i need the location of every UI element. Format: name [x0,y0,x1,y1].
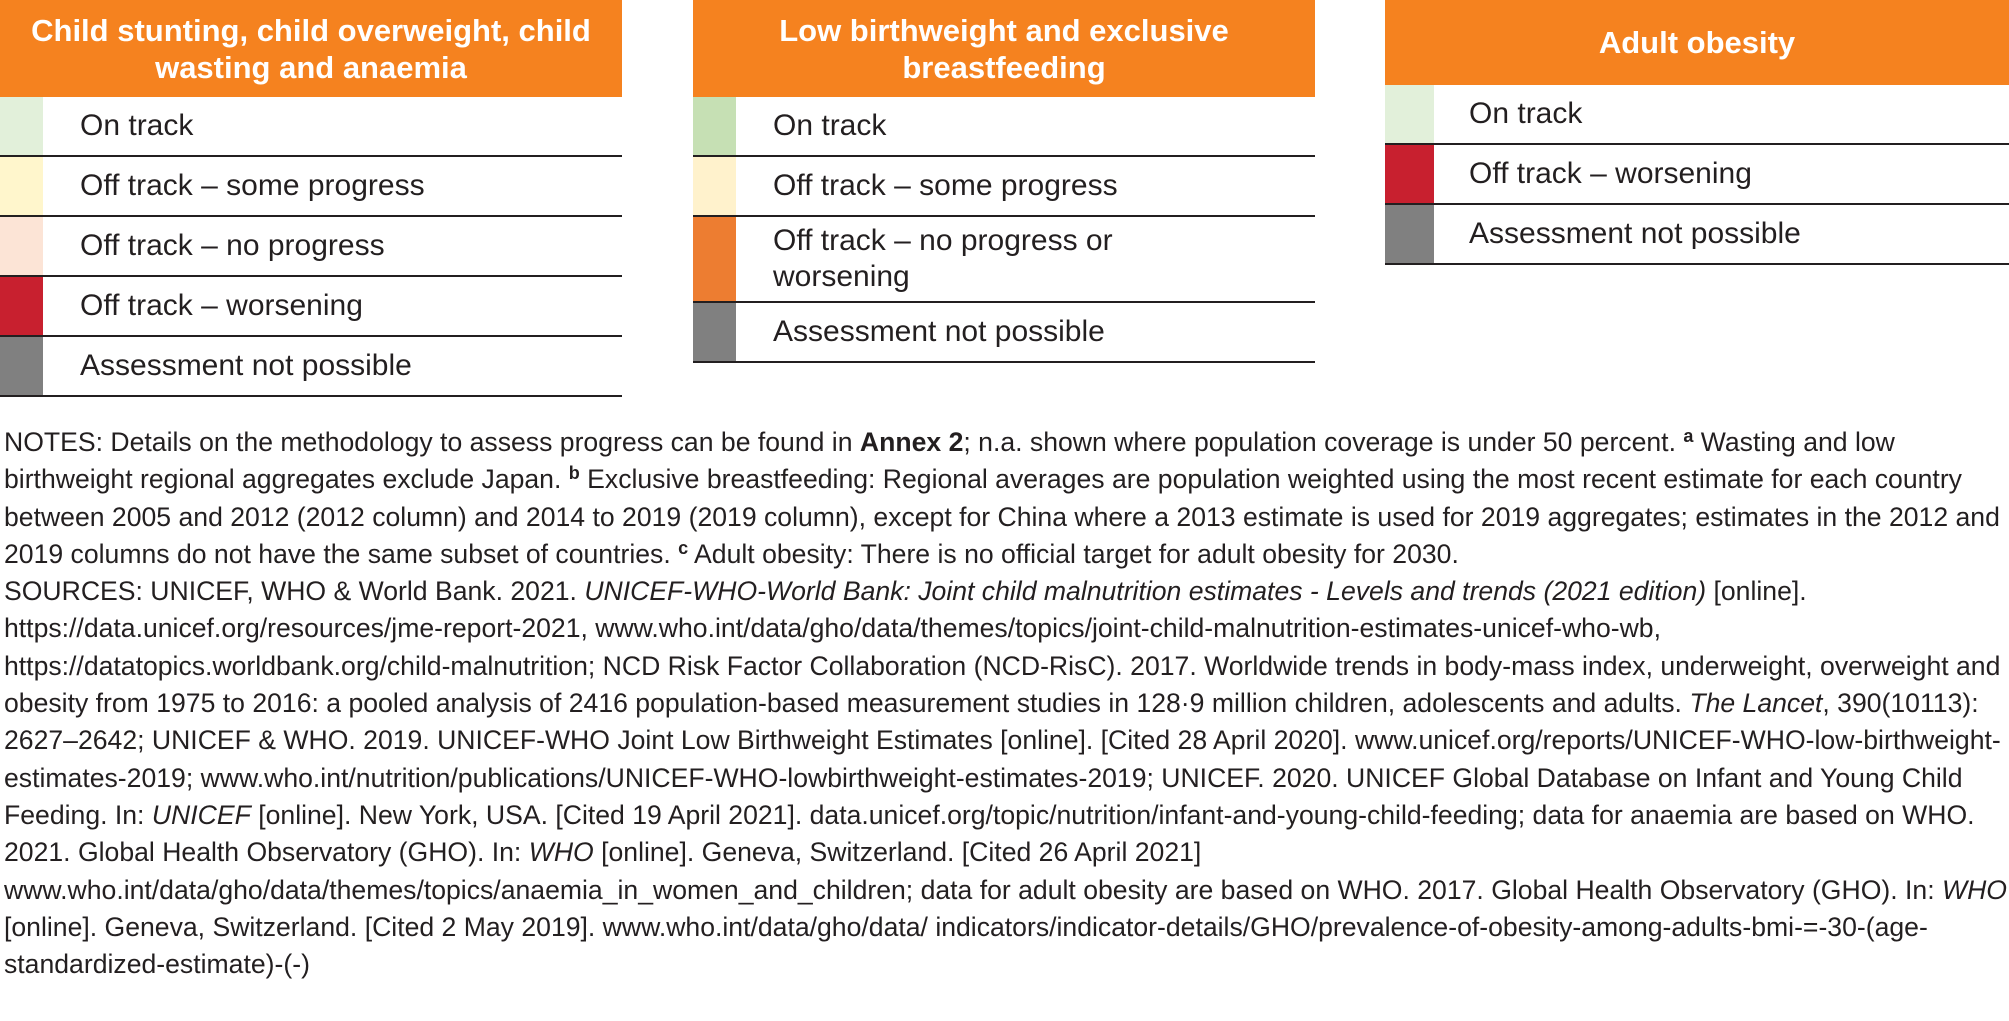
legend-swatch [0,337,43,395]
sources-text: [online]. Geneva, Switzerland. [Cited 26 April 2021] www.who.int/data/gho/data/themes/topics/anaemia_in_women_and_children; data for adult obesity are based on WHO. 2017. Global Health Observatory (GHO). In: [4,837,1942,905]
legend-item [693,217,1315,303]
notes-text: Adult obesity: There is no official target for adult obesity for 2030. [688,538,1459,569]
footnote-marker: b [568,463,580,484]
legend-label: Off track – worsening [1469,157,1752,190]
legend-label: Off track – some progress [80,169,425,202]
sources-title: WHO [1941,874,2007,905]
notes-text: Wasting and low birthweight regional aggregates exclude Japan. [4,427,1895,495]
legend-swatch [693,157,736,215]
sources-label: SOURCES: [4,576,143,607]
legend-title: Low birthweight and exclusive breastfeeding [693,0,1315,97]
legend-child-stunting [0,0,622,397]
legend-title: Adult obesity [1385,0,2009,85]
legend-item [1385,205,2009,265]
legend-item [1385,85,2009,145]
legend-swatch [693,217,736,301]
legend-label: On track [773,109,887,142]
annex-reference: Annex 2 [859,427,964,457]
footnote-marker: c [678,537,689,558]
legend-label: Assessment not possible [1469,217,1801,250]
sources-text: [online]. New York, USA. [Cited 19 April 2021]. data.unicef.org/topic/nutrition/infant-and-young-child-feeding; data for anaemia are based on WHO. 2021. Global Health Observatory (GHO). In: [4,799,1975,868]
notes-text: Details on the methodology to assess progress can be found in [103,427,860,457]
legend-item [693,97,1315,157]
legend-swatch [0,277,43,335]
legend-swatch [1385,205,1434,263]
notes-text: Exclusive breastfeeding: Regional averages are population weighted using the most recent estimate for each country between 2005 and 2012 (2012 column) and 2014 to 2019 (2019 column), except for China where a 2013 estimate is used for 2019 aggregates; estimates in the 2012 and 2019 columns do not have the same subset of countries. [4,464,2000,569]
legend-item [693,303,1315,363]
notes-text: ; n.a. shown where population coverage is under 50 percent. [963,427,1684,457]
legend-item [0,157,622,217]
sources-title: UNICEF-WHO-World Bank: Joint child malnutrition estimates - Levels and trends (2021 edition) [584,576,1707,607]
legend-item [693,157,1315,217]
legend-swatch [1385,145,1434,203]
legend-swatch [693,303,736,361]
sources-title: The Lancet [1689,688,1823,719]
legend-swatch [0,97,43,155]
sources-text: , 390(10113): 2627–2642; UNICEF & WHO. 2019. UNICEF-WHO Joint Low Birthweight Estimates [online]. [Cited 28 April 2020]. www.unicef.org/reports/UNICEF-WHO-low-birthweight-estimates-2019; www.who.int/nutrition/publications/UNICEF-WHO-lowbirthweight-estimates-2019; UNICEF. 2020. UNICEF Global Database on Infant and Young Child Feeding. In: [4,688,2001,830]
sources-text: UNICEF, WHO & World Bank. 2021. [142,576,585,607]
legend-title: Child stunting, child overweight, child wasting and anaemia [0,0,622,97]
legend-item [0,277,622,337]
legend-swatch [1385,85,1434,143]
legend-label: Off track – worsening [80,289,363,322]
legend-label: On track [80,109,194,142]
legend-swatch [0,217,43,275]
sources-title: UNICEF [151,799,251,830]
legend-item [0,337,622,397]
legend-low-birthweight [693,0,1315,363]
legend-label: Assessment not possible [773,315,1105,348]
legend-label: Assessment not possible [80,349,412,382]
sources-text: [online]. https://data.unicef.org/resources/jme-report-2021, www.who.int/data/gho/data/themes/topics/joint-child-malnutrition-estimates-unicef-who-wb, https://datatopics.worldbank.org/child-malnutrition; NCD Risk Factor Collaboration (NCD-RisC). 2017. Worldwide trends in body-mass index, underweight, overweight and obesity from 1975 to 2016: a pooled analysis of 2416 population-based measurement studies in 128·9 million children, adolescents and adults. [4,576,2001,719]
sources-paragraph [4,573,2007,983]
legend-item [0,97,622,157]
legend-item [1385,145,2009,205]
legend-swatch [0,157,43,215]
legend-swatch [693,97,736,155]
sources-text: [online]. Geneva, Switzerland. [Cited 2 May 2019]. www.who.int/data/gho/data/ indicators/indicator-details/GHO/prevalence-of-obesity-among-adults-bmi-=-30-(age-standardized-estimate)-(-) [4,911,1928,980]
legend-label: Off track – no progress or worsening [773,224,1113,293]
legend-adult-obesity [1385,0,2009,265]
legend-label: On track [1469,97,1583,130]
legend-label: Off track – no progress [80,229,385,262]
legend-item [0,217,622,277]
notes-paragraph [4,424,2007,573]
notes-block [4,424,2007,983]
footnote-marker: a [1683,426,1694,446]
legend-label: Off track – some progress [773,169,1118,202]
sources-title: WHO [528,837,594,868]
notes-label: NOTES: [4,427,103,457]
